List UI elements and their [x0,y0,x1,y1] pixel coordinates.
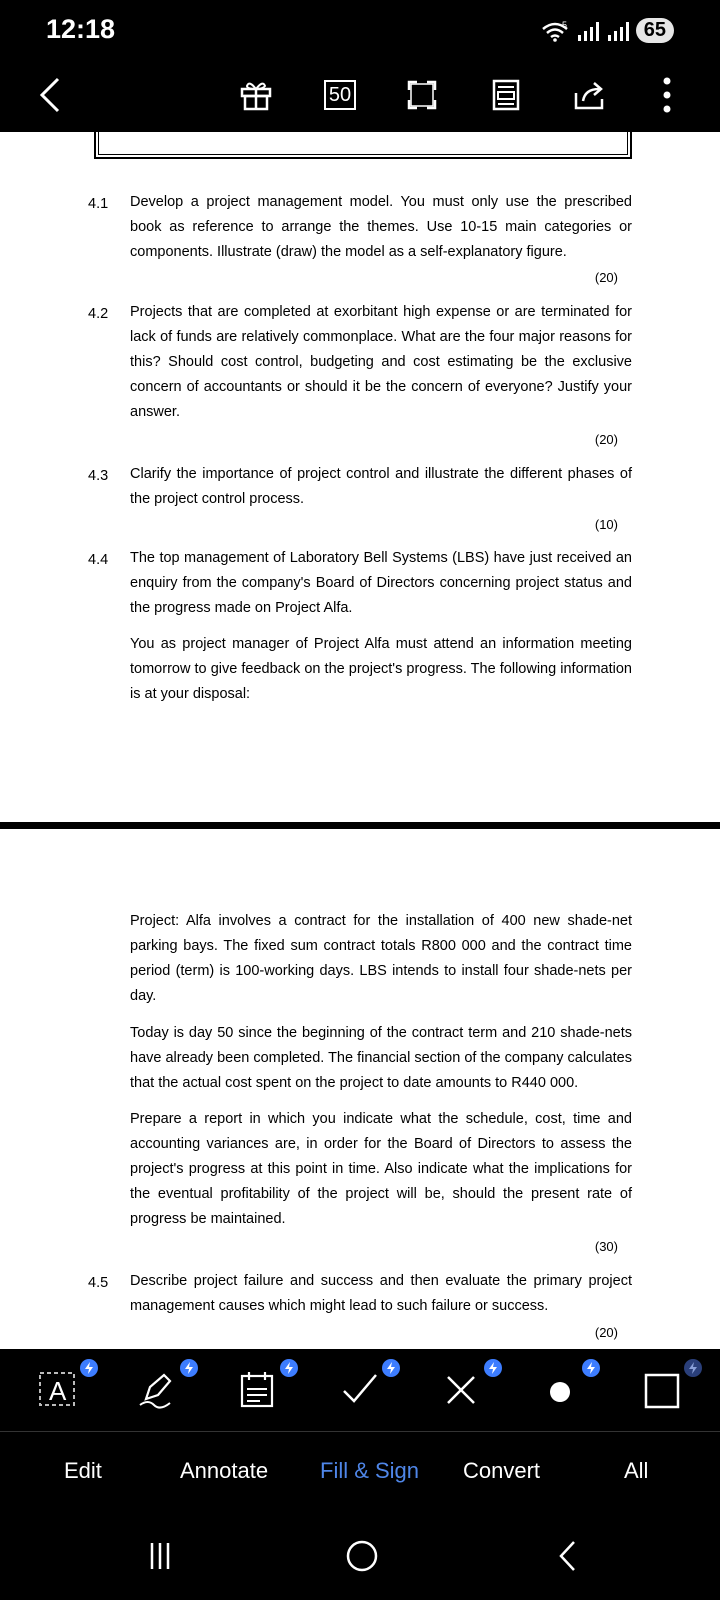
square-icon [640,1367,684,1411]
question-number: 4.2 [88,306,109,322]
pen-sign-icon [136,1367,180,1411]
page-separator [0,822,720,829]
home-button[interactable] [342,1536,382,1576]
question-marks: (20) [594,432,618,447]
square-tool[interactable] [640,1367,692,1415]
top-toolbar [0,58,720,132]
home-icon [344,1538,380,1574]
fullscreen-icon [406,79,438,111]
table-border [94,132,632,159]
question-marks: (30) [594,1239,618,1254]
more-icon [662,76,672,114]
system-back-icon [556,1539,580,1573]
tab-fill-sign[interactable]: Fill & Sign [320,1458,420,1483]
document-page[interactable] [0,132,720,822]
checkmark-icon [338,1367,382,1411]
text-box-tool[interactable] [36,1367,88,1415]
battery-indicator: 65 [636,18,674,43]
tab-convert[interactable]: Convert [463,1458,541,1483]
mode-tabs [0,1432,720,1512]
date-field-icon [236,1367,280,1411]
dot-icon [538,1367,582,1411]
premium-bolt-icon [382,1359,400,1377]
question-paragraph: Prepare a report in which you indicate what the schedule, cost, time and accounting variances are, in order for the Board of Directors to assess the project's progress at this point in time. Also indicate what the implications for the eventual profitability of the project will be, should the present rate of progress be maintained. [130,1111,632,1227]
dot-tool[interactable] [538,1367,590,1415]
question-marks: (20) [594,1325,618,1340]
question-number: 4.1 [88,196,109,212]
question-text: Describe project failure and success and then evaluate the primary project management causes which might lead to such failure or success. [130,1273,632,1314]
question-number: 4.4 [88,552,109,568]
text-box-icon [36,1367,80,1411]
back-chevron-icon [38,76,62,114]
question-marks: (10) [594,517,618,532]
premium-bolt-icon [280,1359,298,1377]
question-text: Clarify the importance of project control and illustrate the different phases of the project control process. [130,466,632,507]
question-text: Develop a project management model. You must only use the prescribed book as reference to arrange the themes. Use 10-15 main categories or components. Illustrate (draw) the model as a self-explanatory figure. [130,194,632,260]
wifi-band-label: 5 [561,19,567,30]
share-icon [573,79,607,111]
question-paragraph: You as project manager of Project Alfa must attend an information meeting tomorrow to give feedback on the project's progress. The following information is at your disposal: [130,636,632,702]
question-text: The top management of Laboratory Bell Systems (LBS) have just received an enquiry from the company's Board of Directors concerning project status and the progress made on Project Alfa. [130,550,632,616]
signal-icon-2 [606,20,630,42]
premium-bolt-icon [684,1359,702,1377]
back-button[interactable] [30,66,70,124]
share-button[interactable] [570,66,610,124]
question-text: Projects that are completed at exorbitant high expense or are terminated for lack of funds are relatively commonplace. What are the four major reasons for this? Should cost control, budgeting and cost estimating be the exclusive concern of accountants or should it be the concern of everyone? Justify your answer. [130,304,632,420]
wifi-icon [540,20,570,42]
question-marks: (20) [594,270,618,285]
clock: 12:18 [46,14,116,44]
question-number: 4.3 [88,468,109,484]
page-view-button[interactable] [486,66,526,124]
signal-icon [576,20,600,42]
premium-bolt-icon [180,1359,198,1377]
fullscreen-button[interactable] [402,66,442,124]
system-nav-bar [0,1512,720,1600]
recent-apps-icon [148,1541,172,1571]
question-paragraph: Today is day 50 since the beginning of the contract term and 210 shade-nets have already been completed. The financial section of the company calculates that the actual cost spent on the project to date amounts to R440 000. [130,1025,632,1091]
text-box-glyph: A [49,1376,67,1406]
checkmark-tool[interactable] [338,1367,390,1415]
page-view-icon [491,78,521,112]
premium-bolt-icon [582,1359,600,1377]
question-paragraph: Project: Alfa involves a contract for the installation of 400 new shade-net parking bays. The fixed sum contract totals R800 000 and the contract time period (term) is 100-working days. LBS intends to install four shade-nets per day. [130,913,632,1004]
question-number: 4.5 [88,1275,109,1291]
date-tool[interactable] [236,1367,288,1415]
more-button[interactable] [652,66,682,124]
cross-icon [440,1367,484,1411]
recent-apps-button[interactable] [140,1536,180,1576]
cross-tool[interactable] [440,1367,492,1415]
page-number-badge: 50 [324,80,356,110]
gift-button[interactable] [236,66,276,124]
fill-sign-tools [0,1349,720,1431]
tab-edit[interactable]: Edit [64,1458,102,1483]
premium-bolt-icon [484,1359,502,1377]
tab-annotate[interactable]: Annotate [180,1458,269,1483]
status-icons [540,18,674,43]
tab-all[interactable]: All [624,1458,649,1483]
page-number-button[interactable] [320,66,360,124]
status-bar [0,0,720,58]
document-page[interactable] [0,829,720,1349]
system-back-button[interactable] [548,1536,588,1576]
premium-bolt-icon [80,1359,98,1377]
signature-tool[interactable] [136,1367,188,1415]
gift-icon [239,78,273,112]
